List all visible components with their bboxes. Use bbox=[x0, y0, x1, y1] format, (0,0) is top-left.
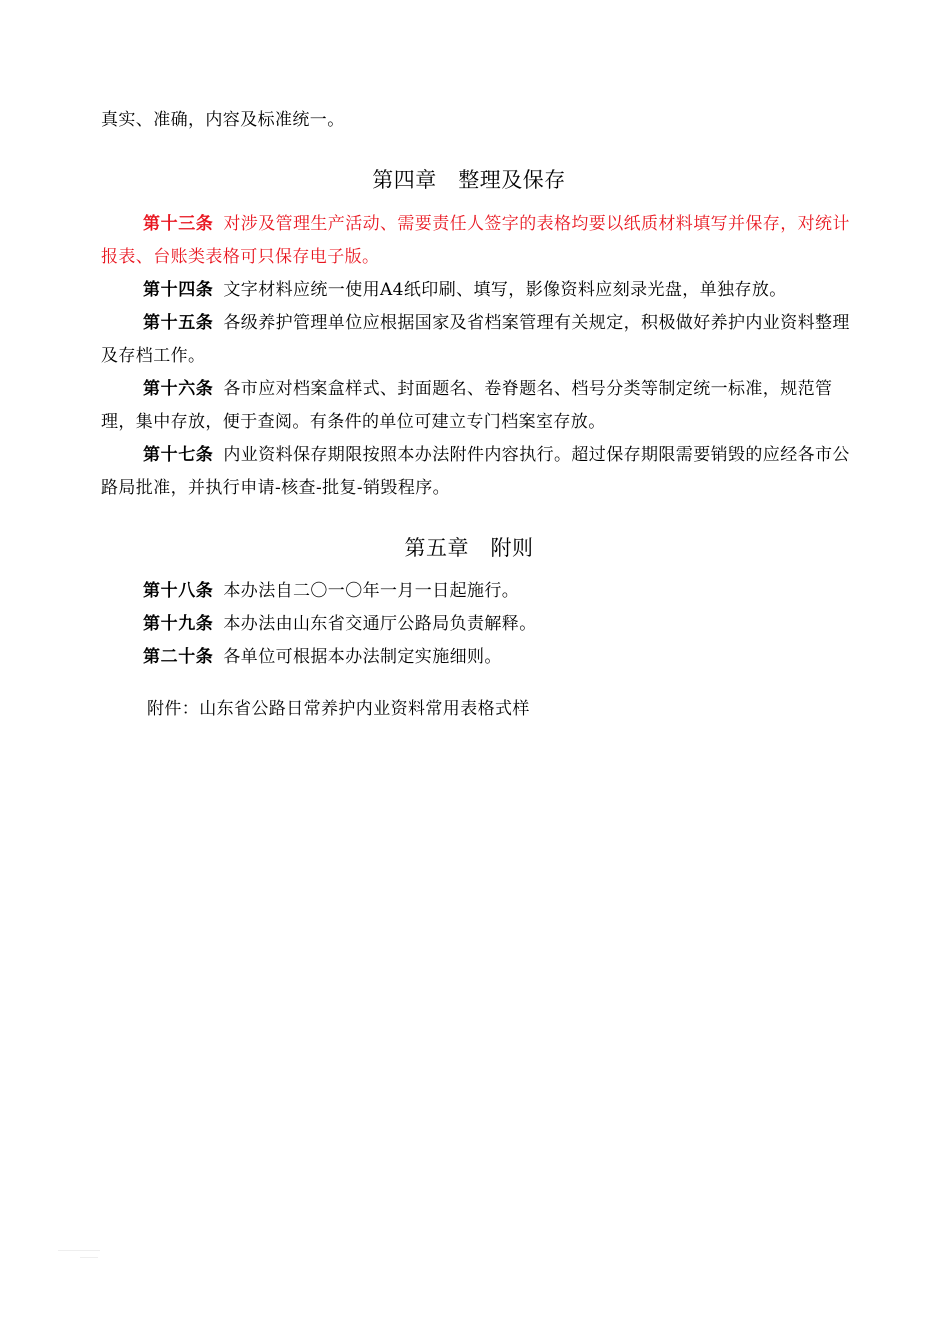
footer-mark bbox=[58, 1250, 100, 1260]
chapter-5-title: 第五章 附则 bbox=[404, 536, 534, 560]
article-18 bbox=[101, 575, 851, 608]
article-19-label: 第十九条 bbox=[143, 614, 214, 634]
article-20-text: 各单位可根据本办法制定实施细则。 bbox=[223, 647, 502, 667]
article-18-text: 本办法自二〇一〇年一月一日起施行。 bbox=[223, 581, 520, 601]
article-14-label: 第十四条 bbox=[143, 280, 214, 300]
article-16-text: 各市应对档案盒样式、封面题名、卷脊题名、档号分类等制定统一标准，规范管理，集中存放，便于查阅。有条件的单位可建立专门档案室存放。 bbox=[101, 379, 833, 432]
article-17 bbox=[101, 439, 851, 505]
chapter-4-title: 第四章 整理及保存 bbox=[372, 168, 566, 192]
article-15-text: 各级养护管理单位应根据国家及省档案管理有关规定，积极做好养护内业资料整理及存档工作。 bbox=[101, 313, 850, 366]
article-15-label: 第十五条 bbox=[143, 313, 214, 333]
article-17-label: 第十七条 bbox=[143, 445, 214, 465]
footer-line bbox=[80, 1257, 98, 1258]
article-18-label: 第十八条 bbox=[143, 581, 214, 601]
article-13-label: 第十三条 bbox=[143, 214, 214, 234]
article-19-text: 本办法由山东省交通厅公路局负责解释。 bbox=[223, 614, 537, 634]
article-15 bbox=[101, 307, 851, 373]
attachment-note: 附件：山东省公路日常养护内业资料常用表格式样 bbox=[147, 699, 530, 719]
article-20 bbox=[101, 641, 851, 674]
article-14 bbox=[101, 274, 851, 307]
article-19 bbox=[101, 608, 851, 641]
article-17-text: 内业资料保存期限按照本办法附件内容执行。超过保存期限需要销毁的应经各市公路局批准，并执行申请-核查-批复-销毁程序。 bbox=[101, 445, 850, 498]
footer-line bbox=[58, 1250, 100, 1251]
article-16-label: 第十六条 bbox=[143, 379, 214, 399]
article-14-text: 文字材料应统一使用A4纸印刷、填写，影像资料应刻录光盘，单独存放。 bbox=[223, 280, 787, 300]
continuation-paragraph: 真实、准确，内容及标准统一。 bbox=[101, 110, 345, 130]
article-16 bbox=[101, 373, 851, 439]
article-13-text: 对涉及管理生产活动、需要责任人签字的表格均要以纸质材料填写并保存，对统计报表、台账类表格可只保存电子版。 bbox=[101, 214, 850, 267]
article-20-label: 第二十条 bbox=[143, 647, 214, 667]
article-13 bbox=[101, 208, 851, 274]
